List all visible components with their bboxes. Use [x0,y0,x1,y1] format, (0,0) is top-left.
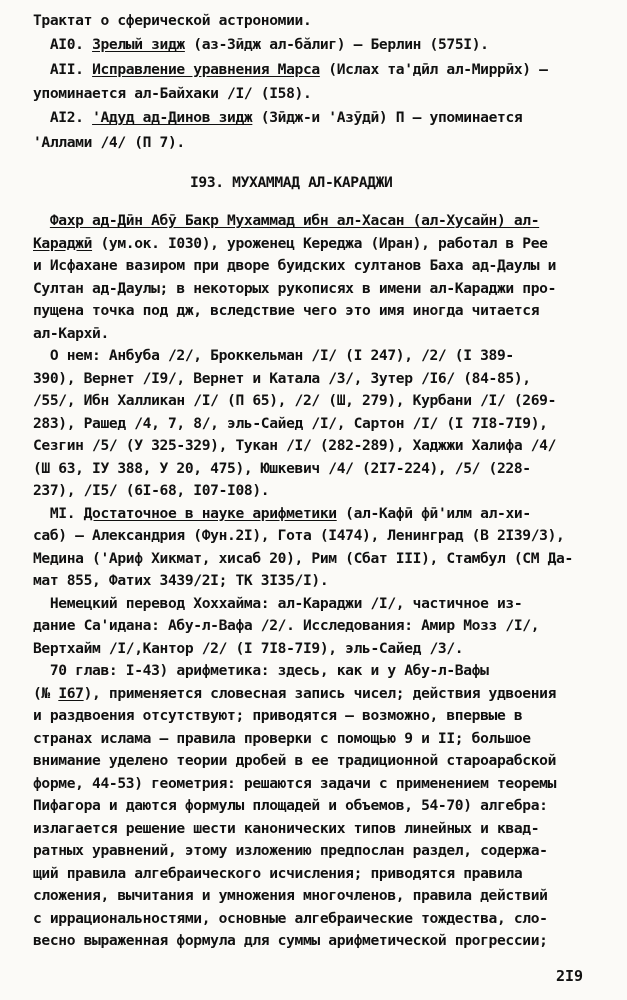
text-line [33,615,617,636]
text-line [33,210,617,231]
text-line [33,233,617,254]
section-heading: I93. МУХАММАД АЛ-КАРАДЖИ [190,174,393,191]
line-text: (ум.ок. I030), уроженец Кереджа (Иран), работал в Рее [92,234,548,252]
line-text: AI0. [33,36,93,54]
line-text: Трактат о сферической астрономии. [33,12,312,29]
text-line [33,818,617,839]
text-line [33,34,617,55]
line-text: Медина ('Ариф Хикмат, хисаб 20), Рим (Сбат III), Стамбул (СМ Да- [33,549,573,567]
line-text: Немецкий перевод Хоххайма: ал-Караджи /I/, частичное из- [33,594,523,612]
line-text: (№ [33,684,59,702]
text-line [33,773,617,794]
text-line [33,458,617,479]
text-line [33,255,617,276]
line-text: (Зӣдж-и 'Азӯдӣ) П – упоминается [252,109,523,127]
line-text: мат 855, Фатих 3439/2I; ТК 3I35/I). [33,572,329,589]
line-text: пущена точка под дж, вследствие чего это имя иногда читается [33,302,540,319]
line-text: (Ш 63, IУ 388, У 20, 475), Юшкевич /4/ (2I7-224), /5/ (228- [33,459,531,477]
text-line [33,908,617,929]
text-line [33,638,617,659]
line-text: ), применяется словесная запись чисел; действия удвоения [83,684,557,702]
text-line [33,930,617,951]
underlined-title: Фахр ад-Дӣн Абӯ Бакр Мухаммад ибн ал-Хасан (ал-Хусайн) ал- [49,212,540,229]
line-text: 'Аллами /4/ (П 7). [33,133,185,151]
underlined-title: Исправление уравнения Марса [92,60,320,78]
text-line [33,885,617,906]
line-text: AII. [33,60,93,78]
text-line [33,300,617,321]
underlined-title: Караджӣ [33,234,93,252]
line-text: (ал-Кафӣ фӣ'илм ал-хи- [336,504,531,522]
text-line [33,683,617,704]
line-text: 283), Рашед /4, 7, 8/, эль-Сайед /I/, Сартон /I/ (I 7I8-7I9), [33,414,548,432]
line-text: 390), Вернет /I9/, Вернет и Катала /3/, Зутер /I6/ (84-85), [33,369,531,387]
text-line [33,705,617,726]
text-line [33,480,617,501]
line-text: странах ислама – правила проверки с помощью 9 и II; большое [33,729,531,747]
line-text: MI. [33,504,84,522]
line-text: Султан ад-Даулы; в некоторых рукописях в имени ал-Караджи про- [33,279,557,297]
text-line [33,368,617,389]
line-text: (аз-Зӣдж ал-бӑлиг) – Берлин (575I). [184,36,489,54]
underlined-title: Зрелый зидж [92,36,185,54]
line-text: О нем: Анбуба /2/, Броккельман /I/ (I 247), /2/ (I 389- [33,347,514,364]
line-text: и Исфахане вазиром при дворе буидских султанов Баха ад-Даулы и [33,257,557,274]
line-text: весно выраженная формула для суммы арифметической прогрессии; [33,932,548,949]
text-line [33,435,617,456]
text-line [33,660,617,681]
line-text: /55/, Ибн Халликан /I/ (П 65), /2/ (Ш, 279), Курбани /I/ (269- [33,392,557,409]
line-text: Вертхайм /I/,Кантор /2/ (I 7I8-7I9), эль-Сайед /3/. [33,639,464,657]
underlined-title: 'Адуд ад-Динов зидж [92,109,253,127]
line-text: с иррациональностями, основные алгебраические тождества, сло- [33,909,548,927]
text-line [33,323,617,344]
line-text: дание Са'идана: Абу-л-Вафа /2/. Исследования: Амир Мозз /I/, [33,617,540,634]
line-text: 237), /I5/ (6I-68, I07-I08). [33,482,270,499]
line-text [33,212,50,229]
text-line [33,83,617,104]
line-text: AI2. [33,109,93,127]
text-line [33,525,617,546]
line-text: сложения, вычитания и умножения многочленов, правила действий [33,887,548,904]
line-text: и раздвоения отсутствуют; приводятся – возможно, впервые в [33,707,523,724]
line-text: Пифагора и даются формулы площадей и объемов, 54-70) алгебра: [33,797,548,814]
text-line [33,107,617,128]
line-text: 70 глав: I-43) арифметика: здесь, как и у Абу-л-Вафы [33,662,489,679]
text-line [33,390,617,411]
underlined-title: I67 [58,684,84,702]
line-text: ал-Кархӣ. [33,324,109,342]
text-line [33,795,617,816]
line-text: (Ислах та'дӣл ал-Миррӣх) – [319,60,548,78]
line-text: форме, 44-53) геометрия: решаются задачи с применением теоремы [33,774,557,792]
line-text: саб) – Александрия (Фун.2I), Гота (I474), Ленинград (В 2I39/3), [33,527,565,544]
text-line [33,10,617,31]
text-line [33,593,617,614]
page-number: 2I9 [556,967,584,985]
text-line [33,570,617,591]
text-line [33,750,617,771]
text-line [33,59,617,80]
text-line [33,132,617,153]
text-line [33,728,617,749]
underlined-title: Достаточное в науке арифметики [83,504,337,522]
line-text: Сезгин /5/ (У 325-329), Тукан /I/ (282-289), Хаджжи Халифа /4/ [33,437,557,454]
text-line [33,548,617,569]
text-line [33,413,617,434]
line-text: щий правила алгебраического исчисления; приводятся правила [33,864,523,882]
text-line [33,278,617,299]
line-text: внимание уделено теории дробей в ее традиционной староарабской [33,752,557,769]
text-line [33,840,617,861]
text-line [33,863,617,884]
line-text: излагается решение шести канонических типов линейных и квад- [33,819,540,837]
line-text: ратных уравнений, этому изложению предпослан раздел, содержа- [33,842,548,859]
text-line [33,503,617,524]
line-text: упоминается ал-Байхаки /I/ (I58). [33,84,312,102]
text-line [33,345,617,366]
